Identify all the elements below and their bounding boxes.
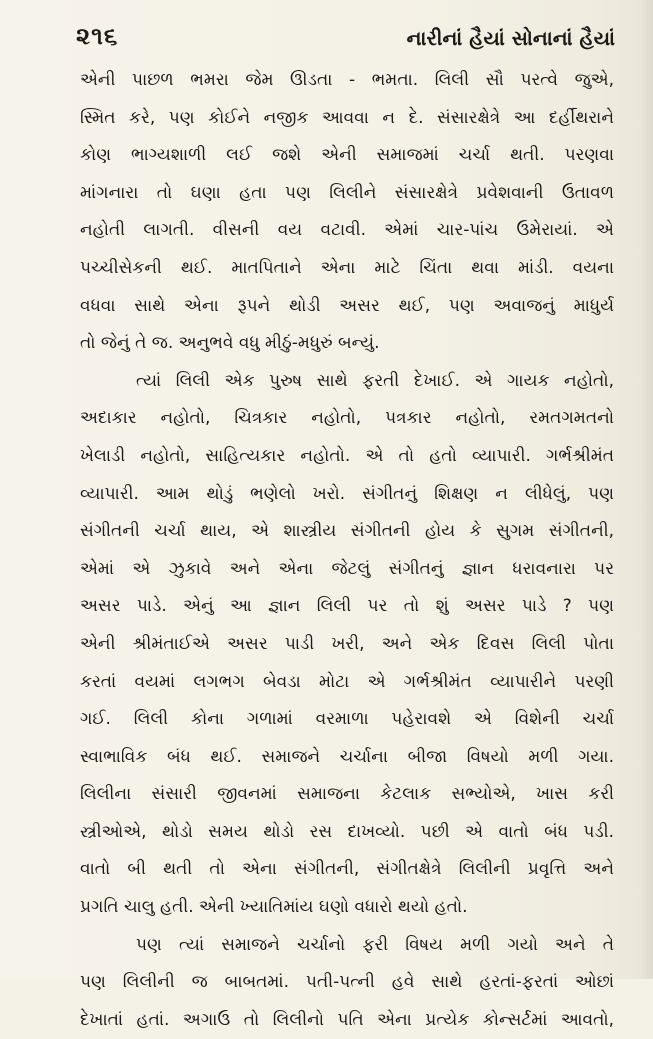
text-line: લિલીના સંસારી જીવનમાં સમાજના કેટલાક સભ્યોએ, ખાસ કરી	[80, 784, 614, 805]
text-line: નહોતી લાગતી. વીસની વય વટાવી. એમાં ચાર-પાંચ ઉમેરાયાં. એ	[80, 220, 614, 241]
text-line: એની શ્રીમંતાઈએ અસર પાડી ખરી, અને એક દિવસ લિલી પોતા	[80, 633, 614, 654]
text-line: અસર પાડે. એનું આ જ્ઞાન લિલી પર તો શું અસર પાડે ? પણ	[80, 596, 614, 617]
text-line: પ્રગતિ ચાલુ હતી. એની ખ્યાતિમાંય ઘણો વધારો થયો હતો.	[80, 897, 468, 918]
text-line: અદાકાર નહોતો, ચિત્રકાર નહોતો, પત્રકાર નહોતો, રમતગમતનો	[80, 408, 614, 429]
text-line: સંગીતની ચર્ચા થાય, એ શાસ્ત્રીય સંગીતની હોય કે સુગમ સંગીતની,	[80, 521, 614, 542]
text-line: તો જેનું તે જ. અનુભવે વધુ મીઠું-મધુરું બન્યું.	[80, 333, 380, 354]
running-title: નારીનાં હૈયાં સોનાનાં હૈયાં	[406, 26, 615, 50]
text-line: વ્યાપારી. આમ થોડું ભણેલો ખરો. સંગીતનું શિક્ષણ ન લીધેલું, પણ	[80, 483, 614, 504]
page-edge-shadow	[639, 0, 653, 979]
text-line: માંગનારા તો ઘણા હતા પણ લિલીને સંસારક્ષેત્રે પ્રવેશવાની ઉતાવળ	[80, 182, 614, 203]
text-line: કરતાં વયમાં લગભગ બેવડા મોટા એ ગર્ભશ્રીમંત વ્યાપારીને પરણી	[80, 671, 614, 692]
text-line: સ્ત્રીઓએ, થોડો સમય થોડો રસ દાખવ્યો. પછી એ વાતો બંધ પડી.	[80, 821, 614, 842]
text-line: પચ્ચીસેકની થઈ. માતપિતાને એના માટે ચિંતા થવા માંડી. વયના	[80, 257, 614, 278]
text-line: સ્વાભાવિક બંધ થઈ. સમાજને ચર્ચાના બીજા વિષયો મળી ગયા.	[80, 746, 614, 767]
paragraph-start-line: ત્યાં લિલી એક પુરુષ સાથે ફરતી દેખાઈ. એ ગાયક નહોતો,	[136, 370, 614, 391]
page-header	[76, 22, 615, 62]
text-line: ખેલાડી નહોતો, સાહિત્યકાર નહોતો. એ તો હતો વ્યાપારી. ગર્ભશ્રીમંત	[80, 445, 614, 466]
text-line: પણ લિલીની જ બાબતમાં. પતી-પત્ની હવે સાથે હરતાં-ફરતાં ઓછાં	[80, 972, 614, 993]
text-line: ગઈ. લિલી કોના ગળામાં વરમાળા પહેરાવશે એ વિશેની ચર્ચા	[80, 709, 614, 730]
text-line: એની પાછળ ભમરા જેમ ઊડતા - ભમતા. લિલી સૌ પરત્વે જુએ,	[80, 70, 614, 90]
text-line: વાતો બી થતી તો એના સંગીતની, સંગીતક્ષેત્રે લિલીની પ્રવૃત્તિ અને	[80, 859, 614, 880]
text-line: સ્મિત કરે, પણ કોઈને નજીક આવવા ન દે. સંસારક્ષેત્રે આ દર્હીથરાને	[80, 107, 614, 128]
page-number: ૨૧૬	[76, 22, 119, 50]
text-line: એમાં એ ઝુકાવે અને એના જેટલું સંગીતનું જ્ઞાન ધરાવનારા પર	[80, 558, 614, 579]
body-text	[80, 62, 614, 1039]
text-line: દેખાતાં હતાં. અગાઉ તો લિલીનો પતિ એના પ્રત્યેક કોન્સર્ટમાં આવતો,	[80, 1009, 614, 1030]
text-line: વધવા સાથે એના રૂપને થોડી અસર થઈ, પણ અવાજનું માધુર્ય	[80, 295, 614, 316]
paragraph-start-line: પણ ત્યાં સમાજને ચર્ચાનો ફરી વિષય મળી ગયો અને તે	[136, 934, 614, 955]
text-line: કોણ ભાગ્યશાળી લઈ જશે એની સમાજમાં ચર્ચા થતી. પરણવા	[80, 145, 614, 166]
